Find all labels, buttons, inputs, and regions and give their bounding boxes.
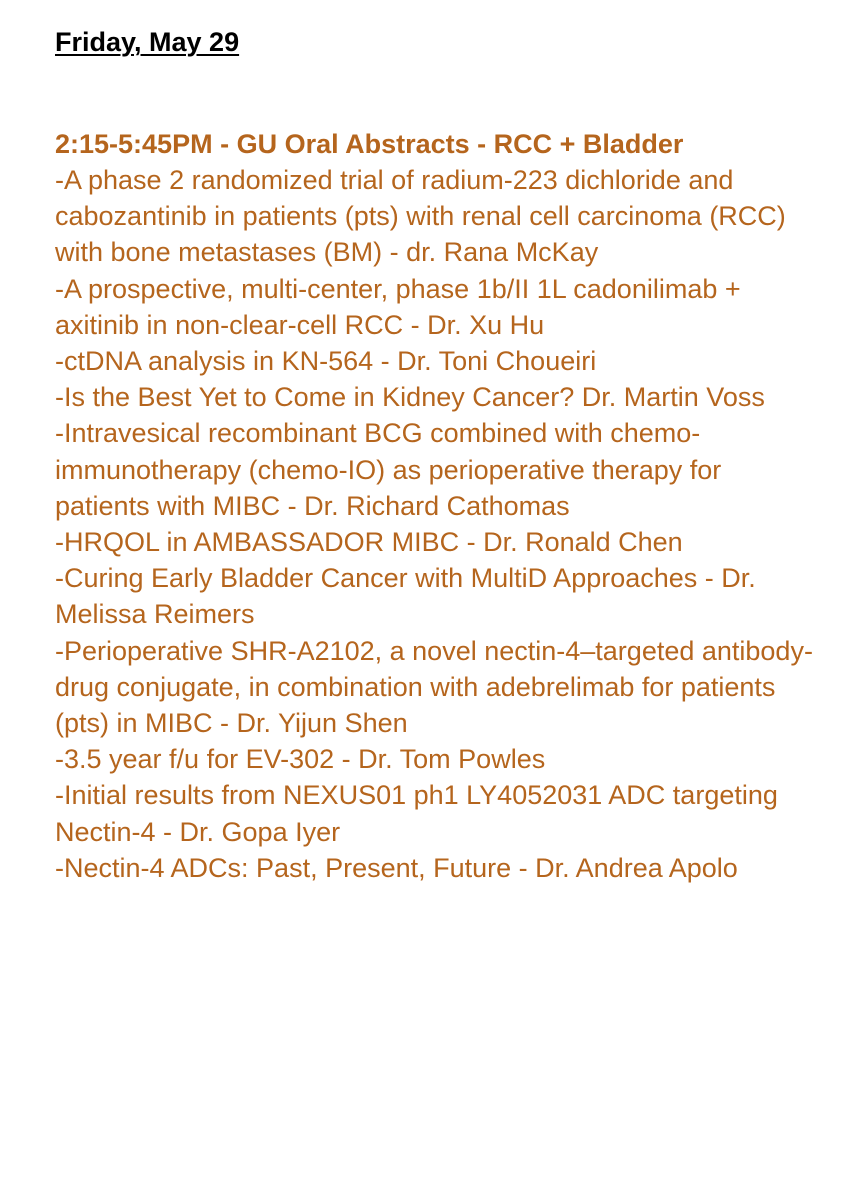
schedule-document xyxy=(55,20,815,886)
abstract-item: -3.5 year f/u for EV-302 - Dr. Tom Powles xyxy=(55,744,546,775)
abstract-item: -Curing Early Bladder Cancer with MultiD Approaches - Dr. Melissa Reimers xyxy=(55,563,756,630)
spacer xyxy=(55,64,815,126)
abstract-item: -Intravesical recombinant BCG combined with chemo-immunotherapy (chemo-IO) as perioperative therapy for patients with MIBC - Dr. Richard Cathomas xyxy=(55,418,722,521)
abstract-item: -Perioperative SHR-A2102, a novel nectin-4–targeted antibody-drug conjugate, in combination with adebrelimab for patients (pts) in MIBC - Dr. Yijun Shen xyxy=(55,635,813,739)
session-title: 2:15-5:45PM - GU Oral Abstracts - RCC + Bladder xyxy=(55,129,684,159)
date-heading: Friday, May 29 xyxy=(55,27,240,57)
abstract-item: -A phase 2 randomized trial of radium-223 dichloride and cabozantinib in patients (pts) with renal cell carcinoma (RCC) with bone metastases (BM) - dr. Rana McKay xyxy=(55,165,786,268)
abstract-item: -ctDNA analysis in KN-564 - Dr. Toni Choueiri xyxy=(55,346,597,377)
abstract-list xyxy=(55,162,815,886)
abstract-item: -HRQOL in AMBASSADOR MIBC - Dr. Ronald Chen xyxy=(55,527,683,558)
abstract-item: -Initial results from NEXUS01 ph1 LY4052031 ADC targeting Nectin-4 - Dr. Gopa Iyer xyxy=(55,780,778,847)
abstract-item: -A prospective, multi-center, phase 1b/II 1L cadonilimab + axitinib in non-clear-cell RCC - Dr. Xu Hu xyxy=(55,273,741,340)
abstract-item: -Is the Best Yet to Come in Kidney Cancer? Dr. Martin Voss xyxy=(55,382,765,413)
abstract-item: -Nectin-4 ADCs: Past, Present, Future - Dr. Andrea Apolo xyxy=(55,852,738,883)
